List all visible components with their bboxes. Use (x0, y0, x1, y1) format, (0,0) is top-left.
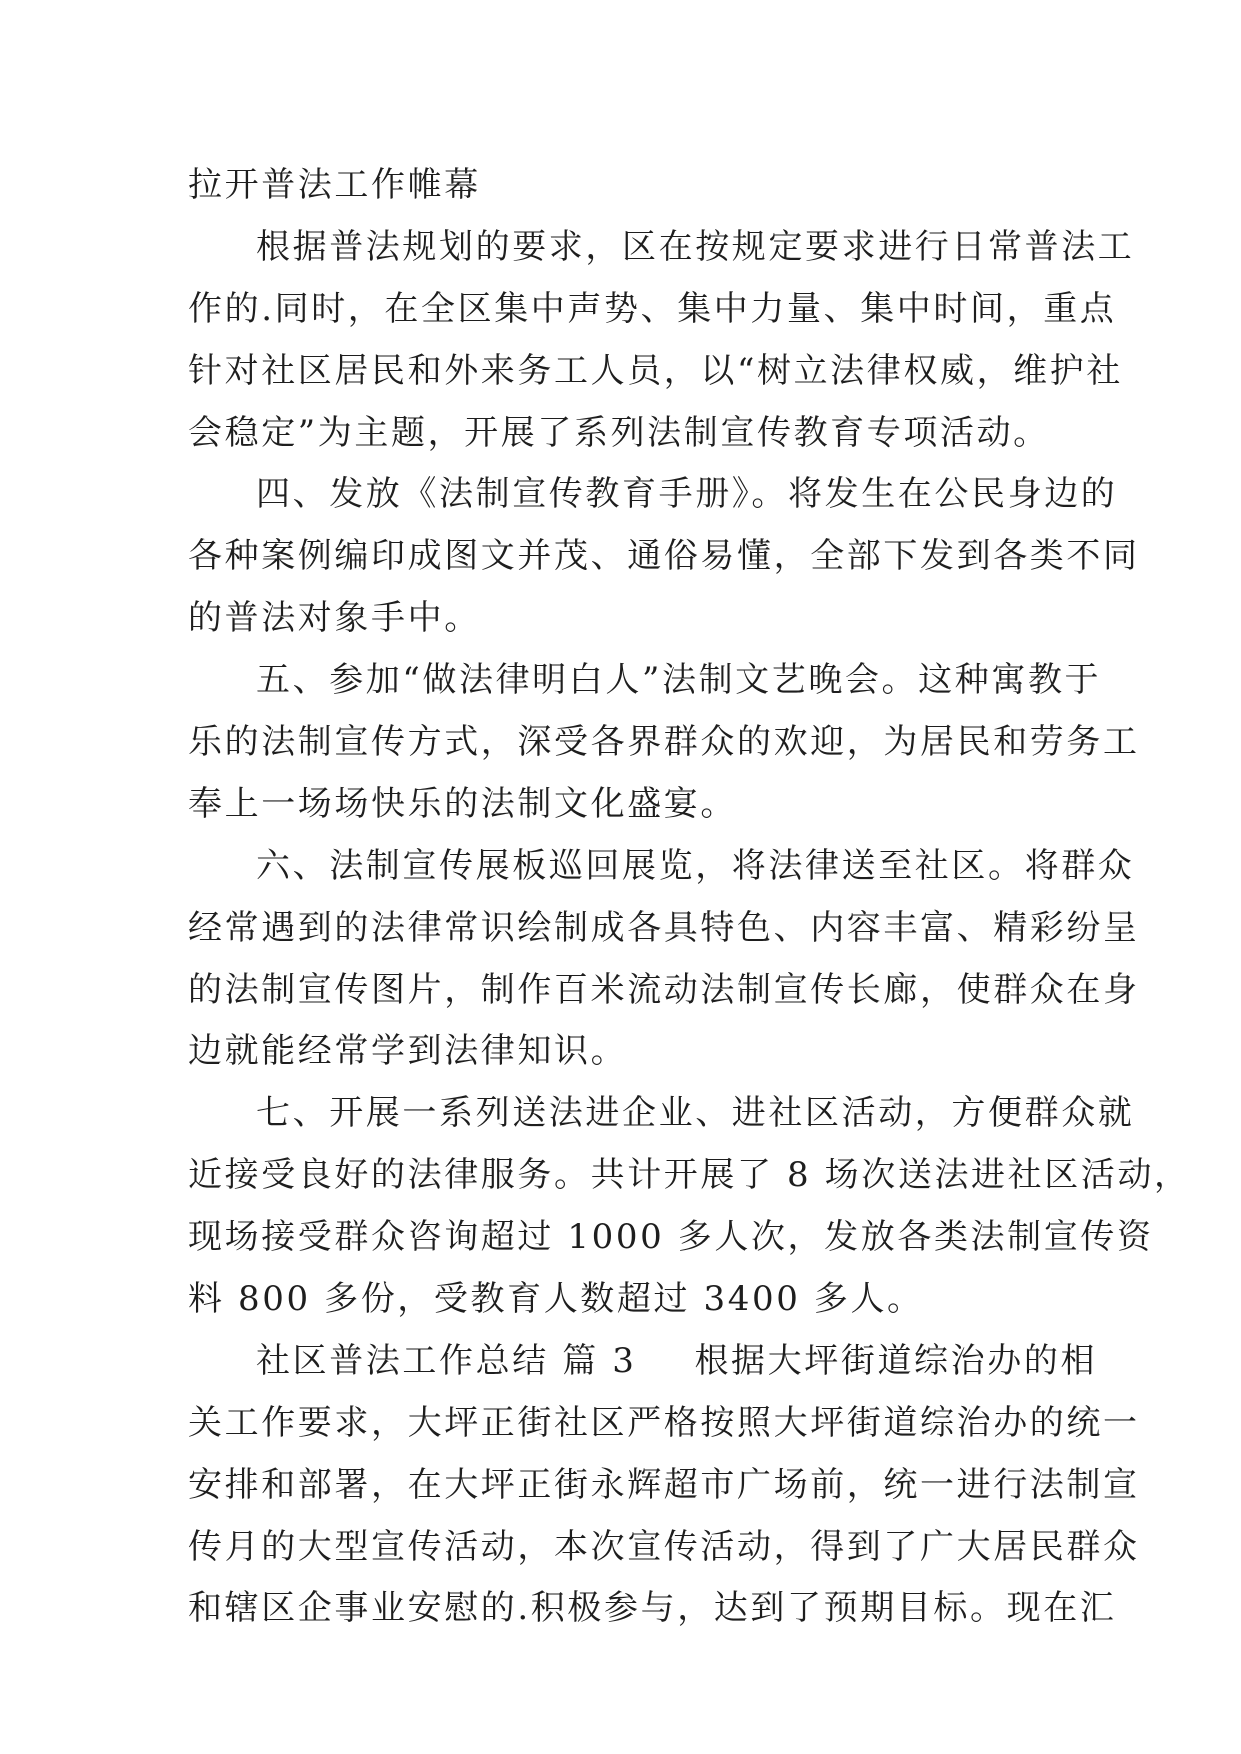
text-line: 和辖区企事业安慰的.积极参与，达到了预期目标。现在汇 (188, 1588, 1117, 1629)
text-line: 七、开展一系列送法进企业、进社区活动，方便群众就 (256, 1093, 1135, 1134)
text-line: 针对社区居民和外来务工人员，以“树立法律权威，维护社 (188, 350, 1123, 391)
text-line: 的普法对象手中。 (188, 598, 481, 639)
text-line: 拉开普法工作帷幕 (188, 165, 481, 205)
text-line: 各种案例编印成图文并茂、通俗易懂，全部下发到各类不同 (188, 536, 1140, 577)
text-line: 关工作要求，大坪正街社区严格按照大坪街道综治办的统一 (188, 1402, 1140, 1443)
text-line: 六、法制宣传展板巡回展览，将法律送至社区。将群众 (256, 845, 1135, 886)
section-body-start: 根据大坪街道综治办的相 (694, 1340, 1098, 1381)
text-line: 四、发放《法制宣传教育手册》。将发生在公民身边的 (256, 474, 1118, 515)
text-line: 会稳定”为主题，开展了系列法制宣传教育专项活动。 (188, 412, 1050, 453)
text-line: 边就能经常学到法律知识。 (188, 1031, 628, 1072)
text-line: 乐的法制宣传方式，深受各界群众的欢迎，为居民和劳务工 (188, 722, 1140, 763)
text-line: 安排和部署，在大坪正街永辉超市广场前，统一进行法制宣 (188, 1464, 1140, 1505)
text-line: 传月的大型宣传活动，本次宣传活动，得到了广大居民群众 (188, 1526, 1140, 1567)
text-line: 奉上一场场快乐的法制文化盛宴。 (188, 783, 737, 824)
text-line: 根据普法规划的要求，区在按规定要求进行日常普法工 (256, 226, 1135, 267)
text-line: 料 800 多份，受教育人数超过 3400 多人。 (188, 1279, 924, 1320)
text-line: 近接受良好的法律服务。共计开展了 8 场次送法进社区活动， (188, 1155, 1191, 1196)
text-line: 的法制宣传图片，制作百米流动法制宣传长廊，使群众在身 (188, 969, 1140, 1010)
text-line: 五、参加“做法律明白人”法制文艺晚会。这种寓教于 (256, 660, 1102, 701)
section-heading-line (188, 1331, 1098, 1393)
text-line: 作的.同时，在全区集中声势、集中力量、集中时间，重点 (188, 288, 1117, 329)
section-heading: 社区普法工作总结 篇 3 (256, 1340, 637, 1381)
text-line: 经常遇到的法律常识绘制成各具特色、内容丰富、精彩纷呈 (188, 907, 1140, 948)
document-body (188, 155, 1191, 1640)
text-line: 现场接受群众咨询超过 1000 多人次，发放各类法制宣传资 (188, 1217, 1154, 1258)
